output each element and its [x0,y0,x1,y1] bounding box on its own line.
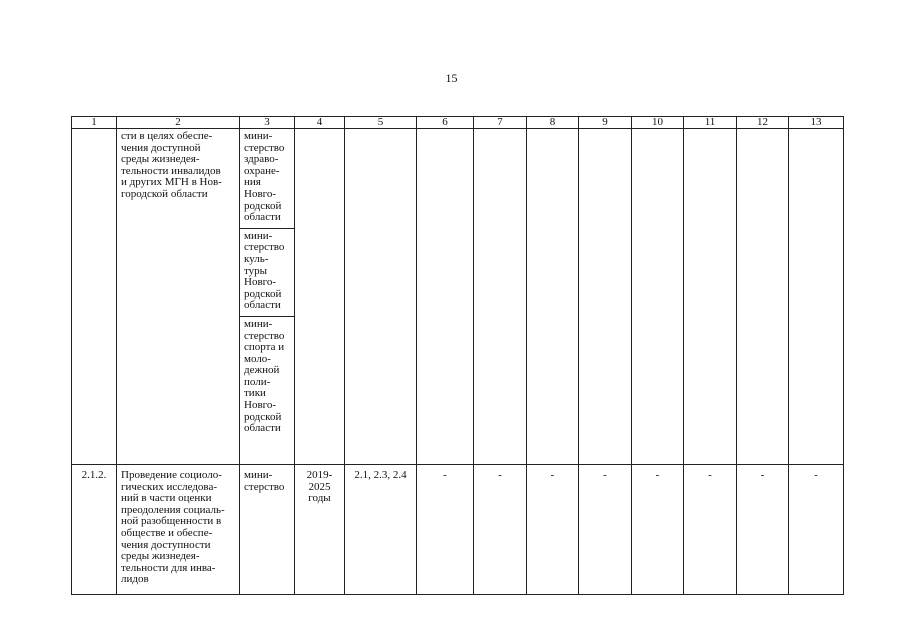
cell-value [579,129,632,465]
col-header-5: 5 [345,117,417,129]
cell-description [117,129,240,465]
row-description [117,465,240,595]
col-header-4: 4 [295,117,345,129]
row-value-13: - [789,465,844,595]
cell-value [737,129,789,465]
row-targets: 2.1, 2.3, 2.4 [345,465,417,595]
cell-value [632,129,684,465]
col-header-9: 9 [579,117,632,129]
row-value-11: - [684,465,737,595]
col-header-12: 12 [737,117,789,129]
col-header-10: 10 [632,117,684,129]
col-header-7: 7 [474,117,527,129]
row-period: 2019- 2025 годы [295,465,345,595]
col-header-1: 1 [72,117,117,129]
cell-executors [240,129,295,465]
executor-culture-ministry: мини- стерство куль- туры Новго- родской области [240,228,294,312]
description-text: Проведение социоло- гических исследова- ний в части оценки преодоления социаль- ной разобщенности в обществе и обеспе- чения доступности среды жизнедея- тельности для инва- лидов [121,469,225,586]
row-value-8: - [527,465,579,595]
row-value-7: - [474,465,527,595]
row-number: 2.1.2. [72,465,117,595]
cell-value [474,129,527,465]
row-value-6: - [417,465,474,595]
column-number-row [72,117,844,129]
col-header-3: 3 [240,117,295,129]
row-value-10: - [632,465,684,595]
row-value-12: - [737,465,789,595]
row-executor: мини- стерство [240,465,295,595]
executor-sport-ministry: мини- стерство спорта и моло- дежной поли- тики Новго- родской области [240,316,294,435]
cell-value [527,129,579,465]
cell-period [295,129,345,465]
table-row-continuation [72,129,844,465]
cell-targets [345,129,417,465]
col-header-6: 6 [417,117,474,129]
col-header-2: 2 [117,117,240,129]
col-header-8: 8 [527,117,579,129]
program-table [71,116,844,595]
col-header-13: 13 [789,117,844,129]
cell-number [72,129,117,465]
table-row-2-1-2 [72,465,844,595]
executor-health-ministry: мини- стерство здраво- охране- ния Новго- родской области [244,130,285,224]
col-header-11: 11 [684,117,737,129]
description-text: сти в целях обеспе- чения доступной среды жизнедея- тельности инвалидов и других МГН в Нов- городской области [121,130,222,200]
page-number: 15 [445,71,458,85]
row-value-9: - [579,465,632,595]
cell-value [684,129,737,465]
cell-value [789,129,844,465]
cell-value [417,129,474,465]
